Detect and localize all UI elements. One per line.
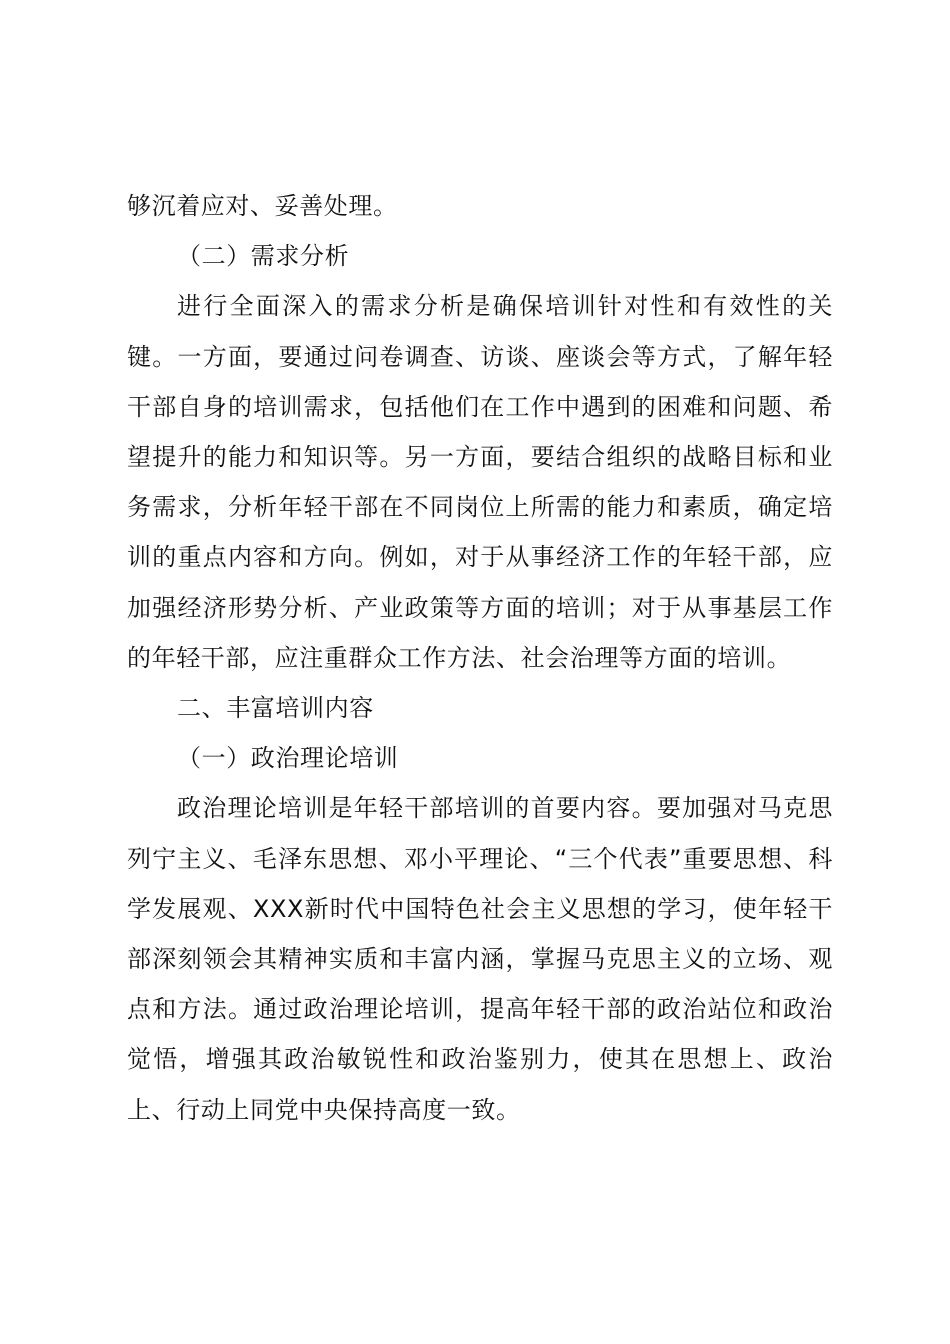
paragraph-continuation: 够沉着应对、妥善处理。 xyxy=(127,192,398,220)
document-body xyxy=(127,181,833,1135)
subheading-political-theory: （一）政治理论培训 xyxy=(177,744,399,773)
heading-enrich-content: 二、丰富培训内容 xyxy=(177,694,374,723)
subheading-needs-analysis: （二）需求分析 xyxy=(177,242,350,271)
paragraph-political-theory: 政治理论培训是年轻干部培训的首要内容。要加强对马克思列宁主义、毛泽东思想、邓小平理论、“三个代表”重要思想、科学发展观、XXX新时代中国特色社会主义思想的学习，使年轻干部深刻领会其精神实质和丰富内涵，掌握马克思主义的立场、观点和方法。通过政治理论培训，提高年轻干部的政治站位和政治觉悟，增强其政治敏锐性和政治鉴别力，使其在思想上、政治上、行动上同党中央保持高度一致。 xyxy=(127,794,833,1124)
paragraph-needs-analysis: 进行全面深入的需求分析是确保培训针对性和有效性的关键。一方面，要通过问卷调查、访谈、座谈会等方式，了解年轻干部自身的培训需求，包括他们在工作中遇到的困难和问题、希望提升的能力和知识等。另一方面，要结合组织的战略目标和业务需求，分析年轻干部在不同岗位上所需的能力和素质，确定培训的重点内容和方向。例如，对于从事经济工作的年轻干部，应加强经济形势分析、产业政策等方面的培训；对于从事基层工作的年轻干部，应注重群众工作方法、社会治理等方面的培训。 xyxy=(127,292,833,672)
